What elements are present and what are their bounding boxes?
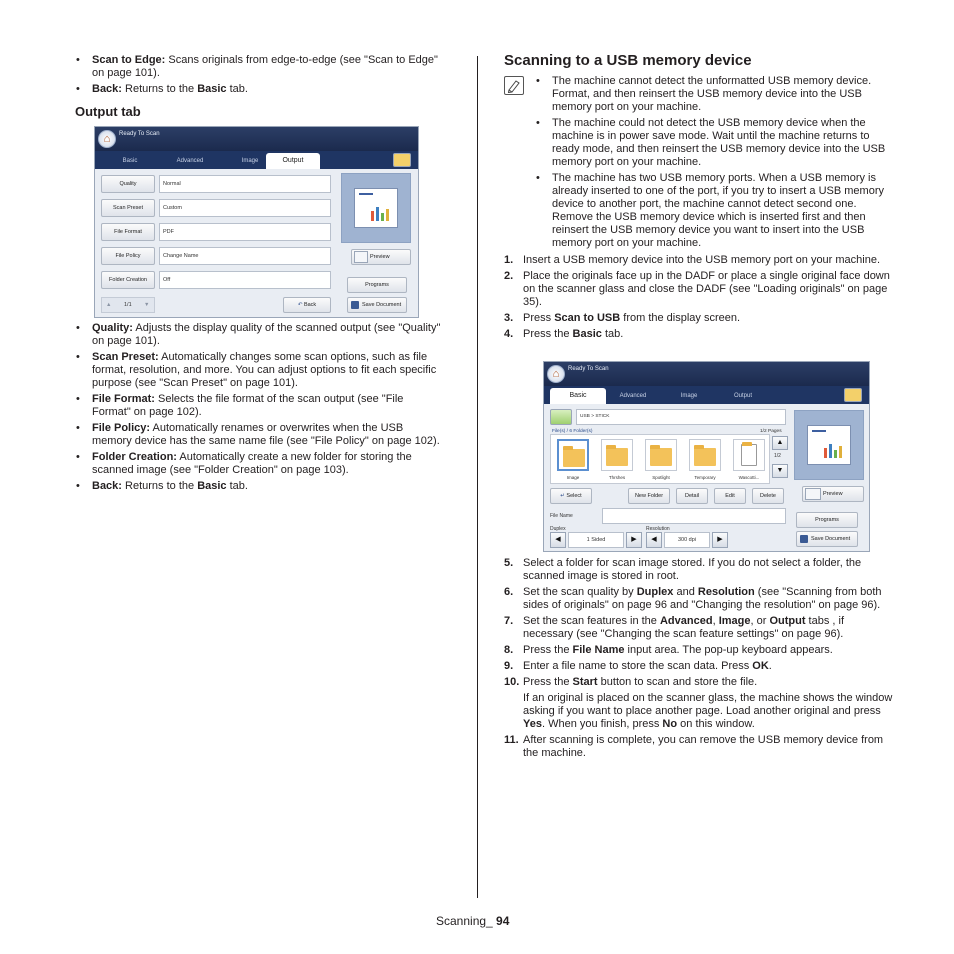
duplex-label: Duplex: [550, 526, 566, 532]
note-list: [535, 75, 897, 253]
step-number: 6.: [504, 586, 514, 598]
tab-image-2[interactable]: Image: [680, 393, 698, 399]
output-tab-screenshot: [94, 126, 419, 318]
path-field: USB > STICK: [576, 409, 786, 425]
folder-item[interactable]: [689, 439, 721, 471]
preview-label-2: Preview: [823, 491, 843, 497]
quality-button[interactable]: Quality: [101, 175, 155, 193]
pages-indicator: 1/2 Pages: [760, 429, 782, 434]
folder-creation-value: Off: [159, 271, 331, 289]
home-icon-2[interactable]: ⌂: [547, 365, 565, 383]
file-count: File(s) / 6 Folder(s): [552, 429, 593, 434]
section-heading: Scanning to a USB memory device: [504, 52, 752, 69]
output-bullet-list: [75, 322, 445, 496]
duplex-value: 1 Sided: [568, 532, 624, 548]
step-item: 5. Select a folder for scan image stored. If you do not select a folder, the scanned image is stored in root.: [504, 557, 862, 582]
output-option-item: • Folder Creation: Automatically create a new folder for storing the scanned image (see "Folder Creation" on page 103).: [75, 451, 445, 477]
tab-advanced-2[interactable]: Advanced: [619, 393, 647, 399]
step-number: 7.: [504, 615, 514, 627]
folder-item[interactable]: [557, 439, 589, 471]
tab-output-2[interactable]: Output: [733, 393, 752, 399]
tab-output[interactable]: Output: [266, 153, 320, 169]
back-label: Back: [303, 302, 317, 308]
page-number: 94: [496, 914, 510, 928]
quality-value: Normal: [159, 175, 331, 193]
folder-label: Image: [566, 475, 580, 480]
programs-button[interactable]: Programs: [347, 277, 407, 293]
note-item: • The machine cannot detect the unformatted USB memory device. Format, and then reinsert the USB memory device into the USB memory port on your machine.: [535, 75, 897, 114]
resolution-label: Resolution: [646, 526, 670, 532]
bullet-item: • Scan to Edge: Scans originals from edge-to-edge (see "Scan to Edge" on page 101).: [75, 54, 445, 80]
chart-thumbnail-icon: [355, 189, 399, 229]
step-number: 8.: [504, 644, 514, 656]
step-number: 1.: [504, 254, 514, 266]
file-format-button[interactable]: File Format: [101, 223, 155, 241]
step-item: 8. Press the File Name input area. The pop-up keyboard appears.: [504, 644, 833, 656]
step-item: 11. After scanning is complete, you can remove the USB memory device from the machine.: [504, 734, 884, 759]
tab-basic-2[interactable]: Basic: [550, 388, 606, 404]
edit-button[interactable]: Edit: [714, 488, 746, 504]
step-item: 9. Enter a file name to store the scan data. Press OK.: [504, 660, 772, 672]
step-number: 5.: [504, 557, 514, 569]
page-nav: [101, 297, 155, 313]
step-item: 6. Set the scan quality by Duplex and Resolution (see "Scanning from both sides of originals" on page 96 and "Changing the resolution" on page 96).: [504, 586, 882, 611]
folder-label: Wascotti...: [738, 475, 760, 480]
file-name-input[interactable]: [602, 508, 786, 524]
folder-label: Spotlight: [652, 475, 670, 480]
job-status-icon[interactable]: [393, 153, 411, 167]
step-number: 3.: [504, 312, 514, 324]
save-document-button-2[interactable]: [796, 531, 858, 547]
step-number: 4.: [504, 328, 514, 340]
home-icon[interactable]: ⌂: [98, 130, 116, 148]
screen-body: [95, 169, 418, 317]
preview-checkbox-icon-2: [805, 488, 821, 500]
preview-label: Preview: [370, 254, 390, 260]
step-item: 3. Press Scan to USB from the display screen.: [504, 312, 741, 324]
chart-thumbnail-icon-2: [808, 426, 852, 466]
folder-label: Thrshes: [608, 475, 626, 480]
output-option-item: • File Policy: Automatically renames or overwrites when the USB memory device has the same name file (see "File Policy" on page 102).: [75, 422, 445, 448]
page-down-icon[interactable]: ▼: [144, 302, 150, 308]
tab-basic[interactable]: Basic: [122, 158, 138, 164]
note-item: • The machine could not detect the USB memory device when the machine is in power save mode. Wait until the machine returns to ready mode, and then reinsert the USB memory device into the USB memory port on your machine.: [535, 117, 897, 169]
page-indicator: 1/1: [124, 302, 132, 308]
step-item: 2. Place the originals face up in the DADF or place a single original face down on the scanner glass and close the DADF (see "Loading originals" on page 35).: [504, 270, 890, 308]
folder-creation-button[interactable]: Folder Creation: [101, 271, 155, 289]
step-item: 10. Press the Start button to scan and store the file.: [504, 676, 758, 688]
file-policy-value: Change Name: [159, 247, 331, 265]
duplex-next-icon[interactable]: ▶: [626, 532, 642, 548]
output-option-item: • Quality: Adjusts the display quality of the scanned output (see "Quality" on page 101).: [75, 322, 445, 348]
save-document-label-2: Save Document: [811, 536, 851, 542]
column-divider: [477, 56, 478, 898]
note-item: • The machine has two USB memory ports. When a USB memory is already inserted to one of the port, if you try to insert a USB memory device to another port, the machine cannot detect second one. Remove the USB memory device which is inserted first and then reinsert the USB memory device you want to insert into the USB memory port on your machine.: [535, 172, 897, 250]
footer-label: Scanning_: [436, 914, 497, 928]
note-icon: [504, 76, 524, 95]
preview-area-2: [794, 410, 864, 480]
folder-item[interactable]: [601, 439, 633, 471]
preview-button-2[interactable]: [802, 486, 864, 502]
screen-title-bar: [95, 127, 418, 151]
new-folder-button[interactable]: New Folder: [628, 488, 670, 504]
programs-button-2[interactable]: Programs: [796, 512, 858, 528]
screen2-body: [544, 404, 869, 551]
step-item: 1. Insert a USB memory device into the USB memory port on your machine.: [504, 254, 881, 266]
steps-list-2: [504, 557, 896, 763]
screen2-title-bar: [544, 362, 869, 386]
file-format-value: PDF: [159, 223, 331, 241]
select-label: Select: [566, 493, 582, 499]
scan-preset-value: Custom: [159, 199, 331, 217]
basic-tab-screenshot: [543, 361, 870, 552]
screen2-title: Ready To Scan: [568, 366, 609, 372]
preview-thumbnail-2: [807, 425, 851, 465]
step-number: 10.: [504, 676, 520, 688]
bullet-item: • Back: Returns to the Basic tab.: [75, 83, 445, 96]
tab-bar-2: [544, 386, 869, 404]
scroll-down-icon[interactable]: ▼: [772, 464, 788, 478]
file-policy-button[interactable]: File Policy: [101, 247, 155, 265]
step-number: 11.: [504, 734, 519, 746]
preview-checkbox-icon: [354, 251, 368, 263]
resolution-prev-icon[interactable]: ◀: [646, 532, 662, 548]
save-disk-icon: [351, 301, 359, 309]
select-button[interactable]: [550, 488, 592, 504]
step-item: 4. Press the Basic tab.: [504, 328, 624, 340]
delete-button[interactable]: Delete: [752, 488, 784, 504]
duplex-prev-icon[interactable]: ◀: [550, 532, 566, 548]
step-item: If an original is placed on the scanner glass, the machine shows the window asking if you want to place another page. Load another original and press Yes. When you finish, press No on this window.: [523, 692, 893, 730]
screen-title: Ready To Scan: [119, 131, 160, 137]
top-bullet-list: [75, 54, 445, 99]
document-item[interactable]: [733, 439, 765, 471]
page-up-icon[interactable]: ▲: [106, 302, 112, 308]
select-arrow-icon: ↵: [560, 493, 567, 499]
output-option-item: • File Format: Selects the file format of the scan output (see "File Format" on page 102).: [75, 393, 445, 419]
preview-area: [341, 173, 411, 243]
detail-button[interactable]: Detail: [676, 488, 708, 504]
step-item: 7. Set the scan features in the Advanced, Image, or Output tabs , if necessary (see "Changing the scan feature settings" on page 96).: [504, 615, 845, 640]
folder-item[interactable]: [645, 439, 677, 471]
save-document-button[interactable]: [347, 297, 407, 313]
job-status-icon-2[interactable]: [844, 388, 862, 402]
back-button[interactable]: [283, 297, 331, 313]
tab-image[interactable]: Image: [241, 158, 259, 164]
tab-bar: [95, 151, 418, 169]
page-footer: [436, 914, 509, 928]
save-disk-icon-2: [800, 535, 808, 543]
parent-folder-icon[interactable]: [550, 409, 572, 425]
output-tab-heading: Output tab: [75, 104, 141, 119]
output-option-item: • Back: Returns to the Basic tab.: [75, 480, 445, 493]
steps-list-1: [504, 254, 896, 344]
scroll-page-indicator: 1/2: [774, 453, 781, 459]
step-number: 9.: [504, 660, 514, 672]
step-number: 2.: [504, 270, 514, 282]
preview-thumbnail: [354, 188, 398, 228]
folder-label: Temporary: [694, 475, 716, 480]
tab-advanced[interactable]: Advanced: [176, 158, 204, 164]
folder-grid: [550, 434, 770, 484]
scan-preset-button[interactable]: Scan Preset: [101, 199, 155, 217]
scroll-up-icon[interactable]: ▲: [772, 436, 788, 450]
save-document-label: Save Document: [362, 302, 402, 308]
preview-button[interactable]: [351, 249, 411, 265]
resolution-value: 300 dpi: [664, 532, 710, 548]
output-option-item: • Scan Preset: Automatically changes some scan options, such as file format, resolution, and more. You can adjust options to fit each specific purpose (see "Scan Preset" on page 101).: [75, 351, 445, 390]
back-arrow-icon: ↶: [297, 302, 304, 308]
resolution-next-icon[interactable]: ▶: [712, 532, 728, 548]
file-name-label: File Name: [550, 513, 573, 519]
